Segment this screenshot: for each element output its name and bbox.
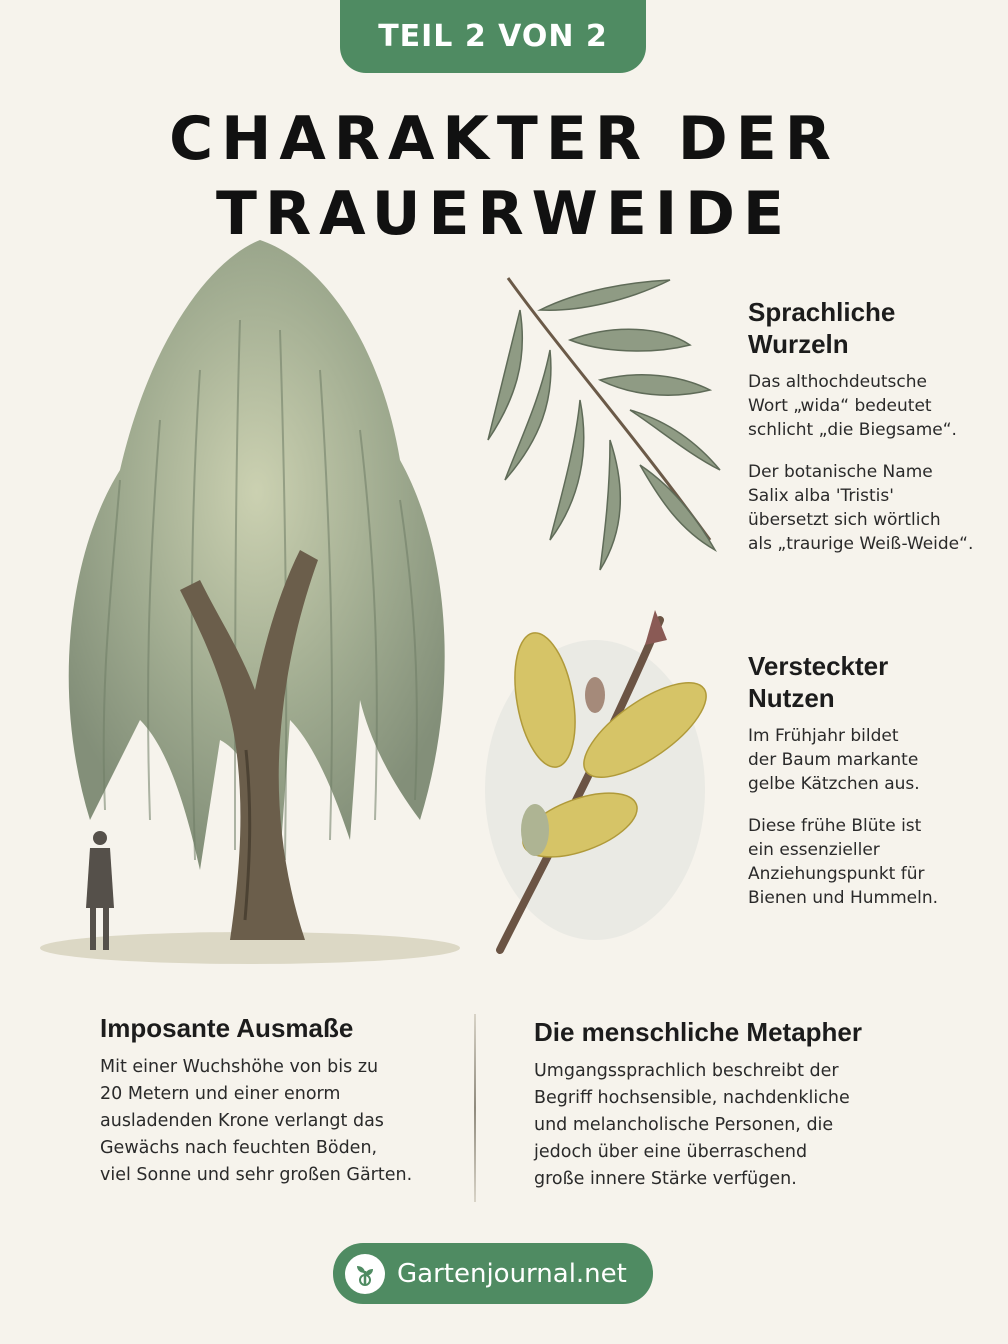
- size-heading: Imposante Ausmaße: [100, 1013, 354, 1043]
- benefit-heading-line-2: Nutzen: [748, 683, 835, 713]
- size-paragraph: Mit einer Wuchshöhe von bis zu 20 Metern und einer enorm ausladenden Krone verlangt das Gewächs nach feuchten Böden, viel Sonne und sehr großen Gärten.: [100, 1057, 413, 1185]
- roots-paragraph-2: Der botanische Name Salix alba 'Tristis' übersetzt sich wörtlich als „traurige Weiß-Weide“.: [748, 462, 974, 554]
- sprout-logo-icon: [345, 1254, 385, 1294]
- benefit-paragraph-1: Im Frühjahr bildet der Baum markante gelbe Kätzchen aus.: [748, 726, 920, 794]
- page-title-line-2: TRAUERWEIDE: [216, 179, 792, 249]
- column-divider: [474, 1014, 476, 1202]
- brand-link[interactable]: [333, 1243, 653, 1304]
- metaphor-heading: Die menschliche Metapher: [534, 1017, 862, 1047]
- brand-name: Gartenjournal.net: [397, 1258, 627, 1289]
- page-title-line-1: CHARAKTER DER: [169, 104, 839, 174]
- roots-paragraph-1: Das althochdeutsche Wort „wida“ bedeutet schlicht „die Biegsame“.: [748, 372, 957, 440]
- roots-heading-line-2: Wurzeln: [748, 329, 849, 359]
- catkin-branch-illustration: [485, 600, 715, 960]
- weeping-willow-illustration: [30, 220, 470, 970]
- part-badge: TEIL 2 VON 2: [340, 0, 646, 73]
- willow-leaf-branch-illustration: [480, 270, 730, 580]
- benefit-heading-line-1: Versteckter: [748, 651, 889, 681]
- roots-heading-line-1: Sprachliche: [748, 297, 896, 327]
- benefit-paragraph-2: Diese frühe Blüte ist ein essenzieller Anziehungspunkt für Bienen und Hummeln.: [748, 816, 939, 908]
- metaphor-paragraph: Umgangssprachlich beschreibt der Begriff hochsensible, nachdenkliche und melancholische Personen, die jedoch über eine überraschend große innere Stärke verfügen.: [534, 1061, 850, 1189]
